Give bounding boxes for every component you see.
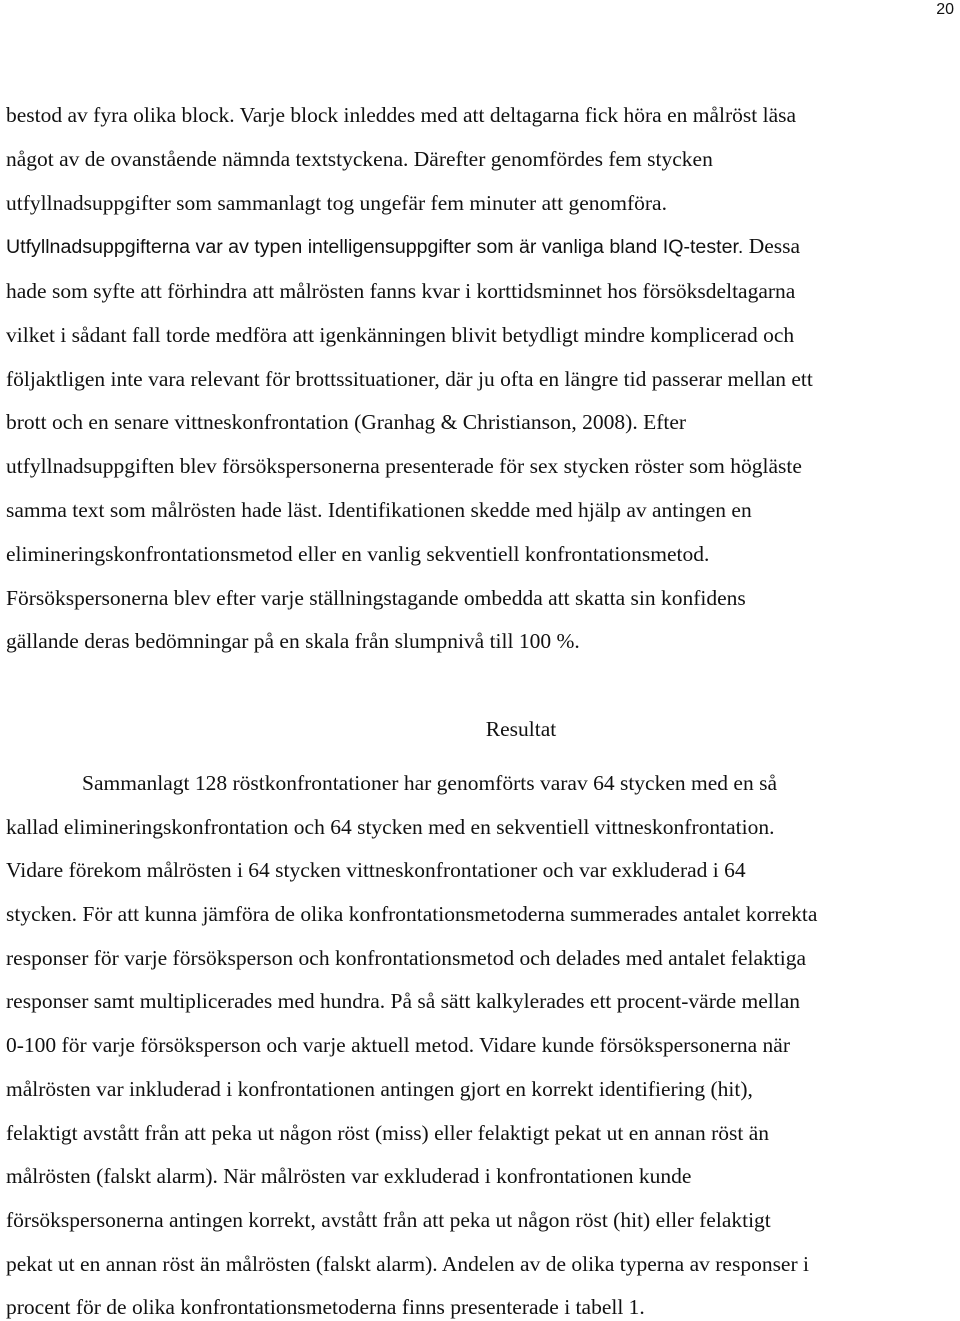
text-line: försökspersonerna antingen korrekt, avstått från att peka ut någon röst (hit) eller felaktigt: [6, 1208, 771, 1232]
text-line: responser för varje försöksperson och konfrontationsmetod och delades med antalet felaktiga: [6, 946, 807, 970]
text-line: kallad elimineringskonfrontation och 64 stycken med en sekventiell vittneskonfrontation.: [6, 815, 775, 839]
text-line: responser samt multiplicerades med hundra. På så sätt kalkylerades ett procent-värde mellan: [6, 989, 801, 1013]
text-line: [6, 232, 800, 261]
text-line: pekat ut en annan röst än målrösten (falskt alarm). Andelen av de olika typerna av responser i: [6, 1252, 809, 1276]
text-line: elimineringskonfrontationsmetod eller en vanlig sekventiell konfrontationsmetod.: [6, 542, 710, 566]
text-line: utfyllnadsuppgifter som sammanlagt tog ungefär fem minuter att genomföra.: [6, 191, 667, 215]
page-number: 20: [936, 1, 954, 18]
text-span: Utfyllnadsuppgifterna var av typen intelligensuppgifter som är vanliga bland IQ-tester.: [6, 236, 744, 258]
text-line: procent för de olika konfrontationsmetoderna finns presenterade i tabell 1.: [6, 1295, 645, 1319]
text-line: brott och en senare vittneskonfrontation (Granhag & Christianson, 2008). Efter: [6, 410, 687, 434]
text-line: gällande deras bedömningar på en skala från slumpnivå till 100 %.: [6, 629, 580, 653]
text-line: Vidare förekom målrösten i 64 stycken vittneskonfrontationer och var exkluderad i 64: [6, 858, 746, 882]
text-line: vilket i sådant fall torde medföra att igenkänningen blivit betydligt mindre komplicerad och: [6, 323, 795, 347]
text-line: något av de ovanstående nämnda textstyckena. Därefter genomfördes fem stycken: [6, 147, 713, 171]
text-span: Dessa: [748, 234, 801, 258]
results-heading: Resultat: [485, 717, 557, 741]
text-line: 0-100 för varje försöksperson och varje aktuell metod. Vidare kunde försökspersonerna när: [6, 1033, 791, 1057]
text-line: följaktligen inte vara relevant för brottssituationer, där ju ofta en längre tid passerar mellan ett: [6, 367, 813, 391]
text-line: målrösten (falskt alarm). När målrösten var exkluderad i konfrontationen kunde: [6, 1164, 692, 1188]
text-line: målrösten var inkluderad i konfrontationen antingen gjort en korrekt identifiering (hit),: [6, 1077, 753, 1101]
text-line: samma text som målrösten hade läst. Identifikationen skedde med hjälp av antingen en: [6, 498, 752, 522]
text-line: hade som syfte att förhindra att målrösten fanns kvar i korttidsminnet hos försöksdeltagarna: [6, 279, 796, 303]
text-line: bestod av fyra olika block. Varje block inleddes med att deltagarna fick höra en målröst läsa: [6, 103, 797, 127]
text-line: utfyllnadsuppgiften blev försökspersonerna presenterade för sex stycken röster som högläste: [6, 454, 802, 478]
text-line: felaktigt avstått från att peka ut någon röst (miss) eller felaktigt pekat ut en annan röst än: [6, 1121, 769, 1145]
text-line: stycken. För att kunna jämföra de olika konfrontationsmetoderna summerades antalet korrekta: [6, 902, 818, 926]
text-line: Försökspersonerna blev efter varje ställningstagande ombedda att skatta sin konfidens: [6, 586, 746, 610]
text-line: Sammanlagt 128 röstkonfrontationer har genomförts varav 64 stycken med en så: [82, 771, 777, 795]
